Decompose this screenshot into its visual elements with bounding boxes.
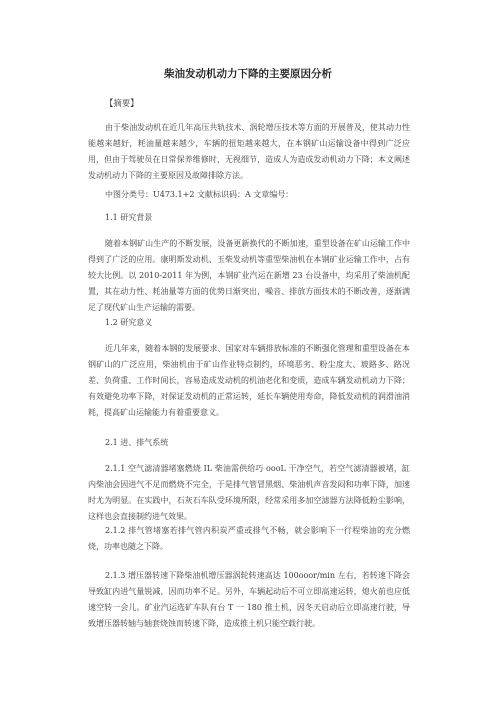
section-body: 近几年来，随着本钢的发展要求、国家对车辆排放标准的不断强化管理和重型设备在本钢矿山的广泛应用，柴油机由于矿山作业特点制约，环境恶劣、粉尘度大、坡路多、路况差、负荷重、工作时间长，容易造成发动机的机油老化和变质，造成车辆发动机动力下降；有效避免功率下降，对保证发动机的正常运转，延长车辆使用寿命，降低发动机的润滑油消耗，提高矿山运输能力有着重要意义。: [88, 344, 410, 417]
section-heading: 1.2 研究意义: [105, 318, 153, 327]
abstract-block: [88, 120, 410, 184]
paragraph: 2.1.2 排气管堵塞若排气管内积炭严重或排气不畅，就会影响下一行程柴油的充分燃烧，功率也随之下降。: [88, 526, 410, 551]
paragraph: 2.1.1 空气滤清器堵塞燃烧 IL 柴油需供给巧 oooL 干净空气，若空气滤清器被堵，缸内柴油会因进气不足而燃烧不完全，于是排气管冒黑烟、柴油机声音发闷和功率下降，加速时尤为明显。在实践中，石灰石车队受环境所限，经常采用多加空滤器方法降低粉尘影响，这样也会直接制约进气效果。: [88, 464, 410, 521]
classification-line: 中图分类号：U473.1+2 文献标识码：A 文章编号：: [105, 190, 294, 199]
section-1-2-body-block: [88, 341, 410, 421]
section-1-1-body-block: [88, 236, 410, 316]
classification-block: [88, 187, 410, 203]
section-body: 随着本钢矿山生产的不断发展，设备更新换代的不断加速，重型设备在矿山运输工作中得到了广泛的应用。康明斯发动机、玉柴发动机等重型柴油机在本钢矿业运输工作中，占有较大比例。以 2010-2011 年为例，本钢矿业汽运在新增 23 台设备中，均采用了柴油机配置，其在动力性、耗油量等方面的优势日渐突出，噪音、排放方面技术的不断改善，逐渐满足了现代矿山生产运输的需要。: [88, 239, 410, 312]
section-2-1-heading-block: [88, 435, 410, 451]
section-1-1-heading-block: [88, 210, 410, 226]
abstract-text: 由于柴油发动机在近几年高压共轨技术、涡轮增压技术等方面的开展普及，使其动力性能越来越好，耗油量越来越少，车辆的扭矩越来越大，在本钢矿山运输设备中得到广泛应用，但由于驾驶员在日常保养维修时，无视细节，造成人为造成发动机动力下降；本文阐述发动机动力下降的主要原因及故障排除方法。: [88, 123, 410, 180]
section-heading: 2.1 进、排气系统: [105, 438, 169, 447]
paragraph: 2.1.3 增压器转速下降柴油机增压器涡轮转速高达 100ooor/min 左右，若转速下降会导致缸内进气量锐减，因而功率不足。另外，车辆起动后不可立即高速运转，熄火前也应低速空转一会儿。矿业汽运选矿车队有台 T 一 180 推土机，因冬天启动后立即高速行驶，导致增压器转轴与轴套烧蚀而转速下降，造成推土机只能空载行驶。: [88, 571, 410, 628]
paragraph-2-1-3-block: [88, 568, 410, 632]
abstract-label: 【摘要】: [105, 98, 139, 108]
section-heading: 1.1 研究背景: [105, 213, 153, 222]
paragraph-2-1-2-block: [88, 523, 410, 555]
section-1-2-heading-block: [88, 315, 410, 331]
document-title: 柴油发动机动力下降的主要原因分析: [164, 68, 332, 80]
paragraph-2-1-1-block: [88, 461, 410, 525]
